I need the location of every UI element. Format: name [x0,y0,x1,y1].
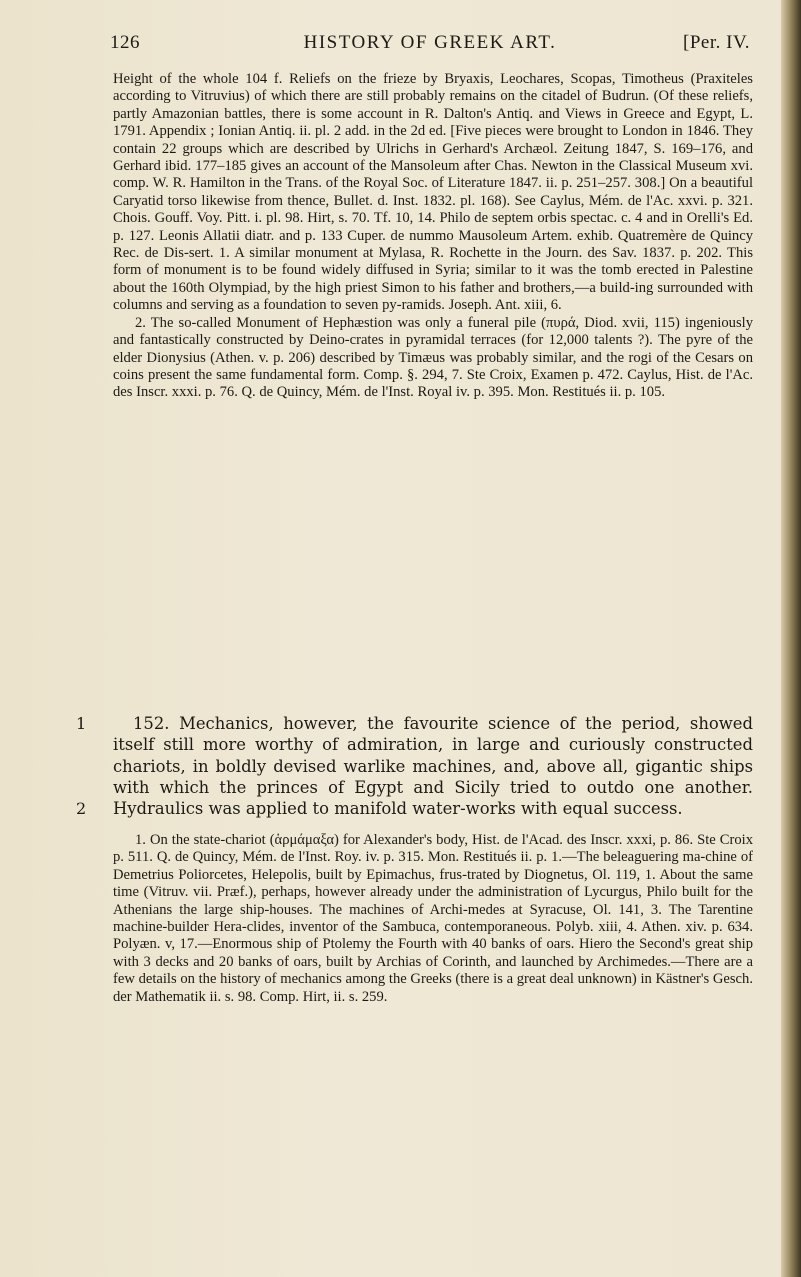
running-head [110,32,750,58]
page-edge-shadow [781,0,801,1277]
chapter-reference: [Per. IV. [683,32,750,53]
note-paragraph: Height of the whole 104 f. Reliefs on the frieze by Bryaxis, Leochares, Scopas, Timotheus (Praxiteles according to Vitruvius) of which there are still probably remains on the citadel of Budrun. (Of these reliefs, partly Amazonian battles, there is some account in R. Dalton's Antiq. and Views in Greece and Egypt, L. 1791. Appendix ; Ionian Antiq. ii. pl. 2 add. in the 2d ed. [Five pieces were brought to London in 1846. They contain 22 groups which are described by Ulrichs in Gerhard's Archæol. Zeitung 1847, S. 169–176, and Gerhard ibid. 177–185 gives an account of the Mansoleum after Chas. Newton in the Classical Museum xvi. comp. W. R. Hamilton in the Trans. of the Royal Soc. of Literature 1847. ii. p. 251–257. 308.] On a beautiful Caryatid torso likewise from thence, Bullet. d. Inst. 1832. pl. 168). See Caylus, Mém. de l'Ac. xxvi. p. 321. Chois. Gouff. Voy. Pitt. i. pl. 98. Hirt, s. 70. Tf. 10, 14. Philo de septem orbis spectac. c. 4 and in Orelli's Ed. p. 127. Leonis Allatii diatr. and p. 133 Cuper. de nummo Mausoleum Artem. exhib. Quatremère de Quincy Rec. de Dis-sert. 1. A similar monument at Mylasa, R. Rochette in the Journ. des Sav. 1837. p. 202. This form of monument is to be found widely diffused in Syria; similar to it was the tomb erected in Palestine about the 160th Olympiad, by the high priest Simon to his father and brothers,—a build-ing surrounded with columns and serving as a foundation to seven py-ramids. Joseph. Ant. xiii, 6. [113,71,753,314]
section-paragraph: 152. Mechanics, however, the favourite science of the period, showed itself still more worthy of admiration, in large and curiously constructed chariots, in boldly devised warlike machines, and, above all, gigantic ships with which the princes of Egypt and Sicily tried to outdo one another. Hydraulics was applied to manifold water-works with equal success. [113,714,753,819]
note-paragraph: 2. The so-called Monument of Hephæstion was only a funeral pile (πυρά, Diod. xvii, 115) ingeniously and fantastically constructed by Deino-crates in pyramidal terraces (for 12,000 talents ?). The pyre of the elder Dionysius (Athen. v. p. 206) described by Timæus was probably similar, and the rogi of the Cesars on coins present the same fundamental form. Comp. §. 294, 7. Ste Croix, Examen p. 472. Caylus, Hist. de l'Ac. des Inscr. xxxi. p. 76. Q. de Quincy, Mém. de l'Inst. Royal iv. p. 395. Mon. Restitués ii. p. 105. [113,314,753,401]
notes-block-bottom [113,832,753,1006]
note-paragraph: 1. On the state-chariot (ἁρμάμαξα) for Alexander's body, Hist. de l'Acad. des Inscr. xxxi, p. 86. Ste Croix p. 511. Q. de Quincy, Mém. de l'Inst. Roy. iv. p. 315. Mon. Restitués ii. p. 1.—The beleaguering ma-chine of Demetrius Poliorcetes, Helepolis, built by Epimachus, frus-trated by Diognetus, Ol. 119, 1. About the same time (Vitruv. vii. Præf.), perhaps, however already under the administration of Lycurgus, Philo built for the Athenians the large ship-houses. The machines of Archi-medes at Syracuse, Ol. 141, 3. The Tarentine machine-builder Hera-clides, inventor of the Sambuca, contemporaneous. Polyb. xiii, 4. Athen. xiv. p. 634. Polyæn. v, 17.—Enormous ship of Ptolemy the Fourth with 40 banks of oars. Hiero the Second's great ship with 3 decks and 20 banks of oars, built by Archias of Corinth, and launched by Archimedes.—There are a few details on the history of mechanics among the Greeks (there is a great deal unknown) in Kästner's Gesch. der Mathematik ii. s. 98. Comp. Hirt, ii. s. 259. [113,832,753,1005]
page-number: 126 [110,32,140,53]
margin-number: 2 [76,799,87,818]
notes-block-top [113,71,753,402]
running-title: HISTORY OF GREEK ART. [303,32,557,53]
margin-number: 1 [76,714,87,733]
